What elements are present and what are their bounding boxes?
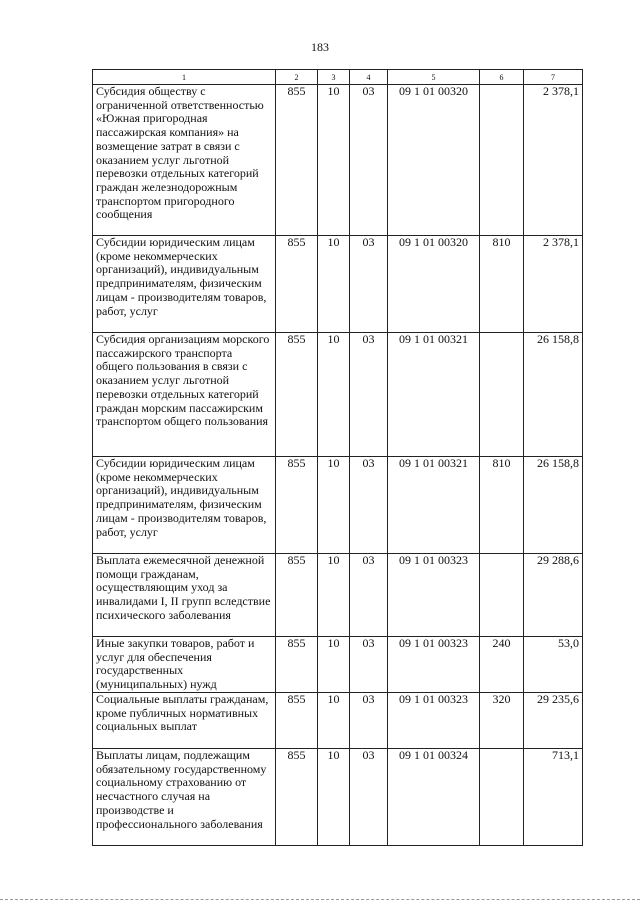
table-row	[93, 554, 583, 637]
row-target: 09 1 01 00323	[388, 554, 480, 637]
table-row	[93, 457, 583, 554]
budget-table	[92, 69, 583, 846]
row-expense-type: 810	[480, 457, 524, 554]
row-ministry: 855	[276, 749, 318, 846]
table-row	[93, 637, 583, 693]
table-row	[93, 333, 583, 457]
row-expense-type: 240	[480, 637, 524, 693]
row-expense-type	[480, 749, 524, 846]
row-amount: 26 158,8	[524, 457, 583, 554]
column-header: 6	[480, 70, 524, 85]
column-header: 2	[276, 70, 318, 85]
row-subsection: 03	[350, 693, 388, 749]
column-header: 1	[93, 70, 276, 85]
column-header: 4	[350, 70, 388, 85]
table-row	[93, 749, 583, 846]
row-target: 09 1 01 00321	[388, 457, 480, 554]
row-name: Социальные выплаты гражданам, кроме публичных нормативных социальных выплат	[93, 693, 276, 749]
row-target: 09 1 01 00323	[388, 637, 480, 693]
row-subsection: 03	[350, 637, 388, 693]
row-name: Субсидии юридическим лицам (кроме некоммерческих организаций), индивидуальным предпринимателям, физическим лицам - производителям товаров, работ, услуг	[93, 236, 276, 333]
row-ministry: 855	[276, 236, 318, 333]
row-section: 10	[318, 236, 350, 333]
row-section: 10	[318, 554, 350, 637]
row-expense-type: 810	[480, 236, 524, 333]
column-header: 7	[524, 70, 583, 85]
row-subsection: 03	[350, 333, 388, 457]
row-amount: 29 288,6	[524, 554, 583, 637]
row-target: 09 1 01 00323	[388, 693, 480, 749]
header-row	[93, 70, 583, 85]
row-name: Субсидия организациям морского пассажирского транспорта общего пользования в связи с оказанием услуг льготной перевозки отдельных категорий граждан морским пассажирским транспортом общего пользования	[93, 333, 276, 457]
row-name: Субсидия обществу с ограниченной ответственностью «Южная пригородная пассажирская компания» на возмещение затрат в связи с оказанием услуг льготной перевозки отдельных категорий граждан железнодорожным транспортом пригородного сообщения	[93, 85, 276, 236]
row-target: 09 1 01 00321	[388, 333, 480, 457]
row-name: Выплаты лицам, подлежащим обязательному государственному социальному страхованию от несчастного случая на производстве и профессионального заболевания	[93, 749, 276, 846]
row-subsection: 03	[350, 236, 388, 333]
row-expense-type: 320	[480, 693, 524, 749]
row-subsection: 03	[350, 749, 388, 846]
table-row	[93, 85, 583, 236]
row-ministry: 855	[276, 554, 318, 637]
row-subsection: 03	[350, 457, 388, 554]
row-amount: 2 378,1	[524, 236, 583, 333]
row-ministry: 855	[276, 693, 318, 749]
row-section: 10	[318, 693, 350, 749]
row-name: Субсидии юридическим лицам (кроме некоммерческих организаций), индивидуальным предпринимателям, физическим лицам - производителям товаров, работ, услуг	[93, 457, 276, 554]
row-subsection: 03	[350, 554, 388, 637]
table-row	[93, 236, 583, 333]
row-name: Иные закупки товаров, работ и услуг для обеспечения государственных (муниципальных) нужд	[93, 637, 276, 693]
row-ministry: 855	[276, 637, 318, 693]
row-target: 09 1 01 00324	[388, 749, 480, 846]
row-name: Выплата ежемесячной денежной помощи гражданам, осуществляющим уход за инвалидами I, II групп вследствие психического заболевания	[93, 554, 276, 637]
row-target: 09 1 01 00320	[388, 85, 480, 236]
row-amount: 2 378,1	[524, 85, 583, 236]
row-ministry: 855	[276, 333, 318, 457]
row-section: 10	[318, 637, 350, 693]
row-amount: 29 235,6	[524, 693, 583, 749]
row-ministry: 855	[276, 457, 318, 554]
scan-edge-divider	[0, 899, 640, 900]
row-section: 10	[318, 749, 350, 846]
row-subsection: 03	[350, 85, 388, 236]
row-section: 10	[318, 85, 350, 236]
column-header: 5	[388, 70, 480, 85]
row-amount: 53,0	[524, 637, 583, 693]
row-section: 10	[318, 333, 350, 457]
row-target: 09 1 01 00320	[388, 236, 480, 333]
row-amount: 26 158,8	[524, 333, 583, 457]
row-expense-type	[480, 333, 524, 457]
row-section: 10	[318, 457, 350, 554]
table-row	[93, 693, 583, 749]
row-expense-type	[480, 554, 524, 637]
row-ministry: 855	[276, 85, 318, 236]
row-amount: 713,1	[524, 749, 583, 846]
row-expense-type	[480, 85, 524, 236]
column-header: 3	[318, 70, 350, 85]
page-number: 183	[311, 40, 329, 54]
